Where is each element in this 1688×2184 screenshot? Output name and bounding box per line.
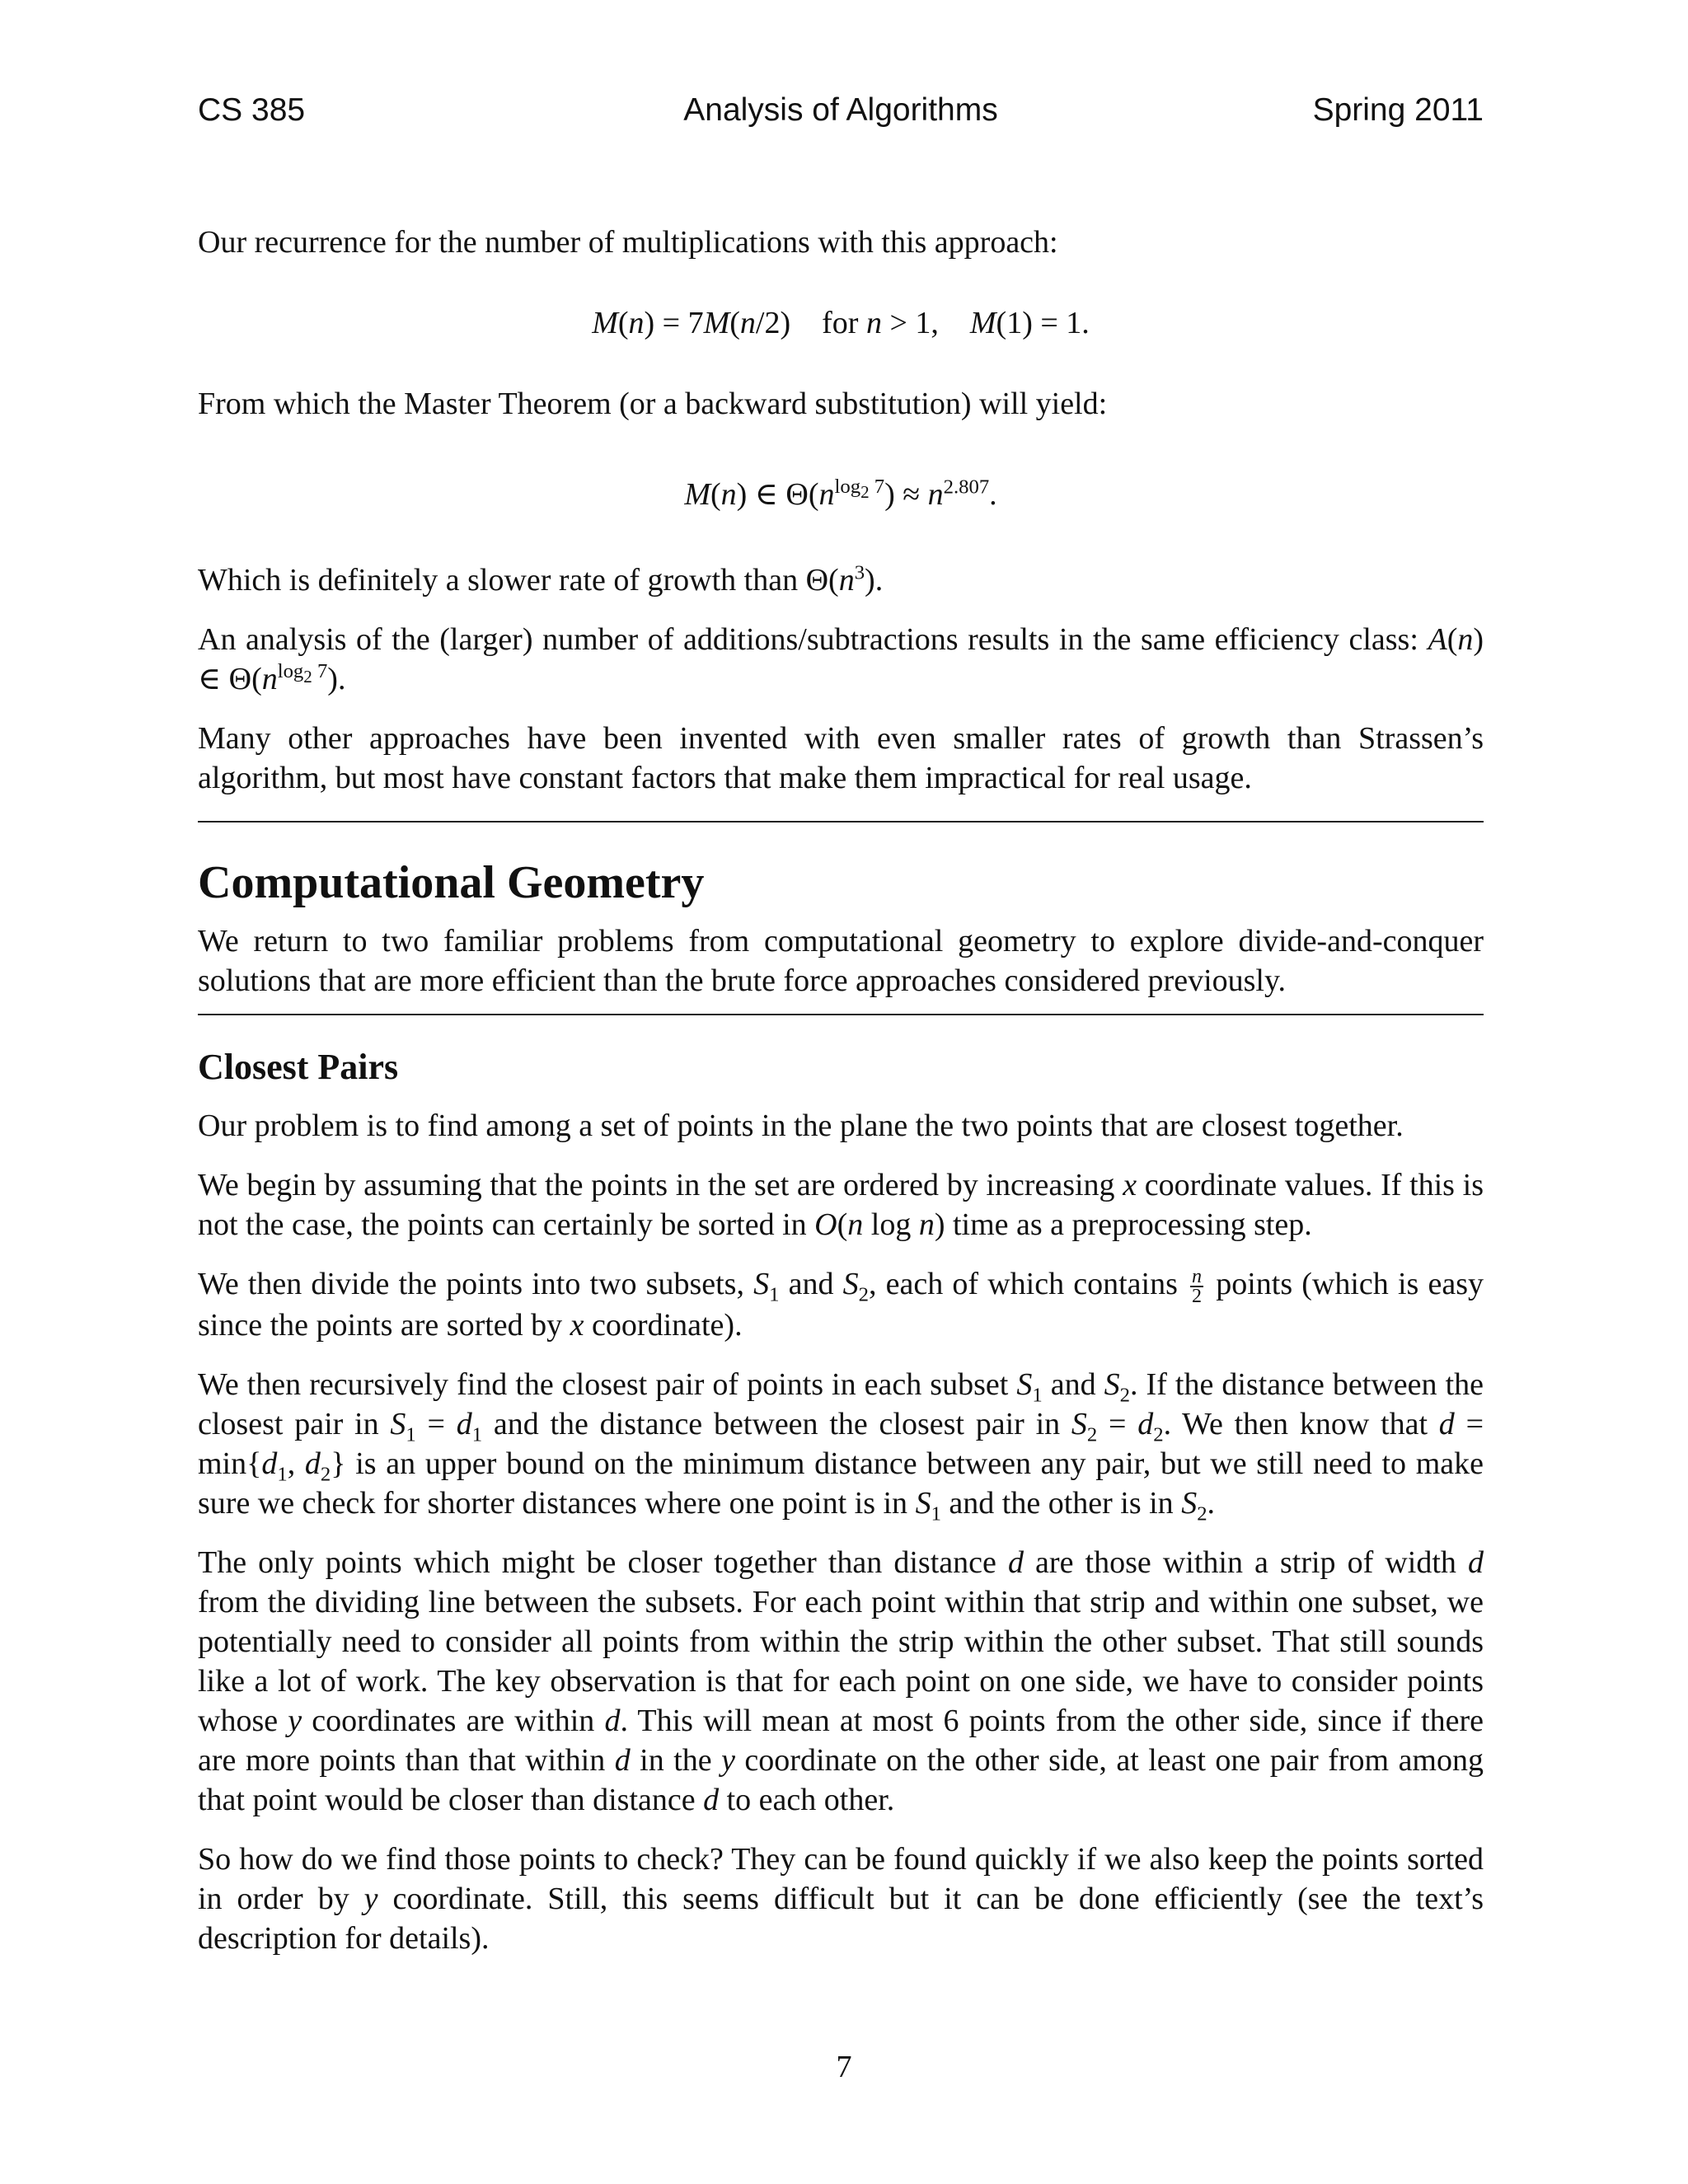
equation-theta-result: M(n) ∈ $\Theta(n^{log_2 7}) \approx n^{2.807}$. [684,476,997,512]
paragraph-other-approaches: Many other approaches have been invented with even smaller rates of growth than Strassen’s algorithm, but most have constant factors that make them impractical for real usage. [198,721,1484,795]
header-term: Spring 2011 [1312,92,1484,128]
paragraph-additions-analysis: An analysis of the (larger) number of additions/subtractions results in the same efficiency class: A(n) ∈ $\Theta(n^{log_2 7})$. [198,622,1484,696]
equation-recurrence: M(n) = 7M(n/2) for n > 1, M(1) = 1. [592,306,1090,340]
paragraph-growth-comparison: Which is definitely a slower rate of growth than $\Theta(n^3)$. [198,561,884,598]
paragraph-strip-observation: The only points which might be closer together than distance d are those within a strip of width d from the dividing line between the subsets. For each point within that strip and within one subset, we potentially need to consider all points from within the strip within the other subset. That still sounds like a lot of work. The key observation is that for each point on one side, we have to consider points whose y coordinates are within d. This will mean at most 6 points from the other side, since if there are more points than that within d in the y coordinate on the other side, at least one pair from among that point would be closer than distance d to each other. [198,1545,1484,1818]
page-header [198,92,1484,142]
page-number: 7 [836,2050,852,2084]
header-title: Analysis of Algorithms [683,92,998,128]
section-title: Computational Geometry [198,857,705,908]
paragraph-recursive-step: We then recursively find the closest pair of points in each subset $S_1$ and $S_2$. If the distance between the closest pair in $S_1 = d_1$ and the distance between the closest pair in $S_2 = d_2$. We then know that $d = \min\{d_1$, $d_2$} is an upper bound on the minimum distance between any pair, but we still need to make sure we check for shorter distances where one point is in $S_1$ and the other is in $S_2$. [198,1367,1484,1526]
page-content [198,223,1484,1958]
paragraph-geometry-intro: We return to two familiar problems from computational geometry to explore divide-and-conquer solutions that are more efficient than the brute force approaches considered previously. [198,924,1484,998]
paragraph-divide-step: We then divide the points into two subsets, $S_1$ and $S_2$, each of which contains $\frac{n}{2}$ points (which is easy since the points are sorted by x coordinate). [198,1266,1484,1343]
paragraph-recurrence-intro: Our recurrence for the number of multiplications with this approach: [198,225,1058,260]
paragraph-sorting-assumption: We begin by assuming that the points in the set are ordered by increasing x coordinate values. If this is not the case, the points can certainly be sorted in O(n log n) time as a preprocessing step. [198,1168,1484,1242]
header-course: CS 385 [198,92,306,128]
subsection-title: Closest Pairs [198,1047,399,1087]
paragraph-master-theorem: From which the Master Theorem (or a backward substitution) will yield: [198,387,1108,421]
paragraph-finding-points: So how do we find those points to check? They can be found quickly if we also keep the points sorted in order by y coordinate. Still, this seems difficult but it can be done efficiently (see the text’s description for details). [198,1842,1484,1957]
paragraph-problem-statement: Our problem is to find among a set of points in the plane the two points that are closest together. [198,1108,1404,1143]
